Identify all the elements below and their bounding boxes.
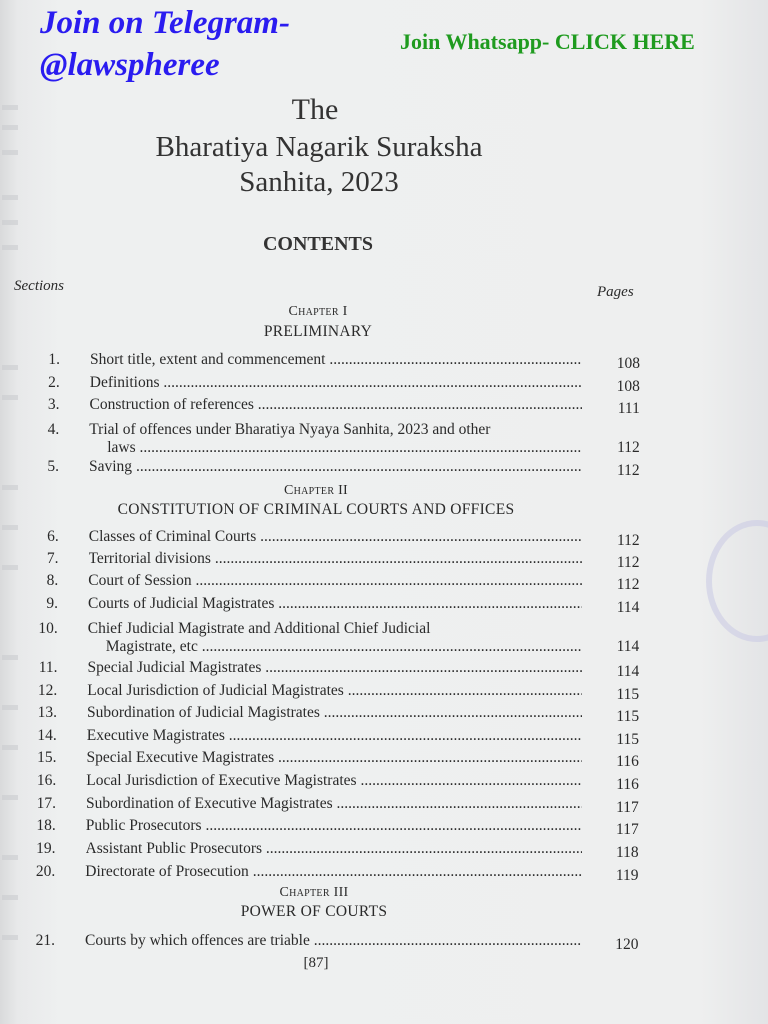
section-number: 20. [35,863,56,880]
pages-column-label: Pages [597,284,634,300]
section-number: 12. [37,682,58,699]
section-number: 18. [36,817,56,834]
page-number: 116 [616,776,639,793]
section-title: Territorial divisions ..... [89,549,583,569]
section-number: 3. [47,396,60,413]
section-title: Court of Session ..... [88,571,582,591]
page-number: 119 [615,867,639,884]
section-title: Directorate of Prosecution ..... [85,862,582,882]
page-number: 114 [616,663,640,680]
section-title: Local Jurisdiction of Judicial Magistrates ..... [87,681,582,701]
stamp-mark [706,520,768,642]
section-title: Subordination of Executive Magistrates ..... [86,794,582,814]
section-title-continuation: laws ..... [107,438,582,458]
section-number: 8. [46,572,59,589]
section-title: Assistant Public Prosecutors ..... [86,839,583,859]
page-number: 117 [616,799,639,816]
whatsapp-link[interactable]: Join Whatsapp- CLICK HERE [400,29,695,54]
section-number: 4. [47,421,60,438]
page-number: 112 [616,554,640,571]
section-title: Special Judicial Magistrates ..... [88,658,583,678]
title-line-2: Sanhita, 2023 [239,166,399,198]
section-title: Classes of Criminal Courts ..... [89,527,582,547]
section-title: Courts of Judicial Magistrates ..... [88,594,582,614]
section-number: 13. [37,704,57,721]
section-title-continuation: Magistrate, etc ..... [106,637,582,657]
page-number: 114 [616,599,640,616]
title-the: The [291,93,339,126]
section-number: 2. [48,374,60,391]
chapter-title: CONSTITUTION OF CRIMINAL COURTS AND OFFICES [117,501,515,518]
title-line-1: Bharatiya Nagarik Suraksha [155,131,483,163]
section-number: 19. [36,840,56,857]
page-number: 112 [616,532,640,549]
section-number: 17. [36,795,56,812]
chapter-label: Chapter III [279,885,349,900]
page-number: 112 [617,439,640,456]
section-number: 7. [46,550,59,567]
page-number: 118 [615,844,639,861]
section-title: Chief Judicial Magistrate and Additional Chief Judicial [87,620,431,637]
telegram-link[interactable]: Join on Telegram- @lawspheree [40,5,290,83]
section-title: Construction of references ..... [90,395,583,415]
section-number: 1. [48,351,60,368]
section-number: 11. [38,659,58,676]
section-title: Definitions ..... [90,373,582,393]
section-number: 9. [46,595,58,612]
page-number: 115 [616,686,640,703]
section-title: Special Executive Magistrates ..... [87,748,583,768]
section-title: Courts by which offences are triable ..... [85,931,582,951]
section-number: 6. [47,528,59,545]
page-number: 116 [616,753,639,770]
page-number: 115 [616,708,640,725]
section-number: 5. [47,458,59,475]
section-title: Trial of offences under Bharatiya Nyaya Sanhita, 2023 and other [89,421,491,438]
section-title: Saving ..... [89,457,582,477]
page-number: 120 [615,936,639,953]
contents-heading: CONTENTS [262,233,374,255]
page-edge-marks [0,95,24,975]
page-folio: [87] [303,955,329,971]
page-number: 111 [617,400,640,417]
page-number: 115 [616,731,640,748]
section-number: 14. [37,727,57,744]
section-number: 15. [37,749,57,766]
chapter-label: Chapter II [283,483,349,498]
section-number: 16. [36,772,57,789]
page-number: 108 [616,355,640,372]
section-title: Short title, extent and commencement ..... [90,350,582,370]
chapter-title: PRELIMINARY [263,323,373,340]
sections-column-label: Sections [14,278,64,294]
section-number: 21. [35,932,55,949]
page-number: 112 [616,576,640,593]
section-title: Executive Magistrates ..... [87,726,582,746]
page-number: 117 [616,821,639,838]
section-title: Public Prosecutors ..... [86,816,582,836]
section-number: 10. [38,620,58,637]
chapter-title: POWER OF COURTS [240,903,388,920]
section-title: Local Jurisdiction of Executive Magistrates ..... [86,771,582,791]
document-title [0,130,638,200]
chapter-label: Chapter I [288,304,348,319]
page-number: 112 [617,462,640,479]
page-number: 114 [616,638,640,655]
section-title: Subordination of Judicial Magistrates ..... [87,703,582,723]
page-number: 108 [616,378,640,395]
